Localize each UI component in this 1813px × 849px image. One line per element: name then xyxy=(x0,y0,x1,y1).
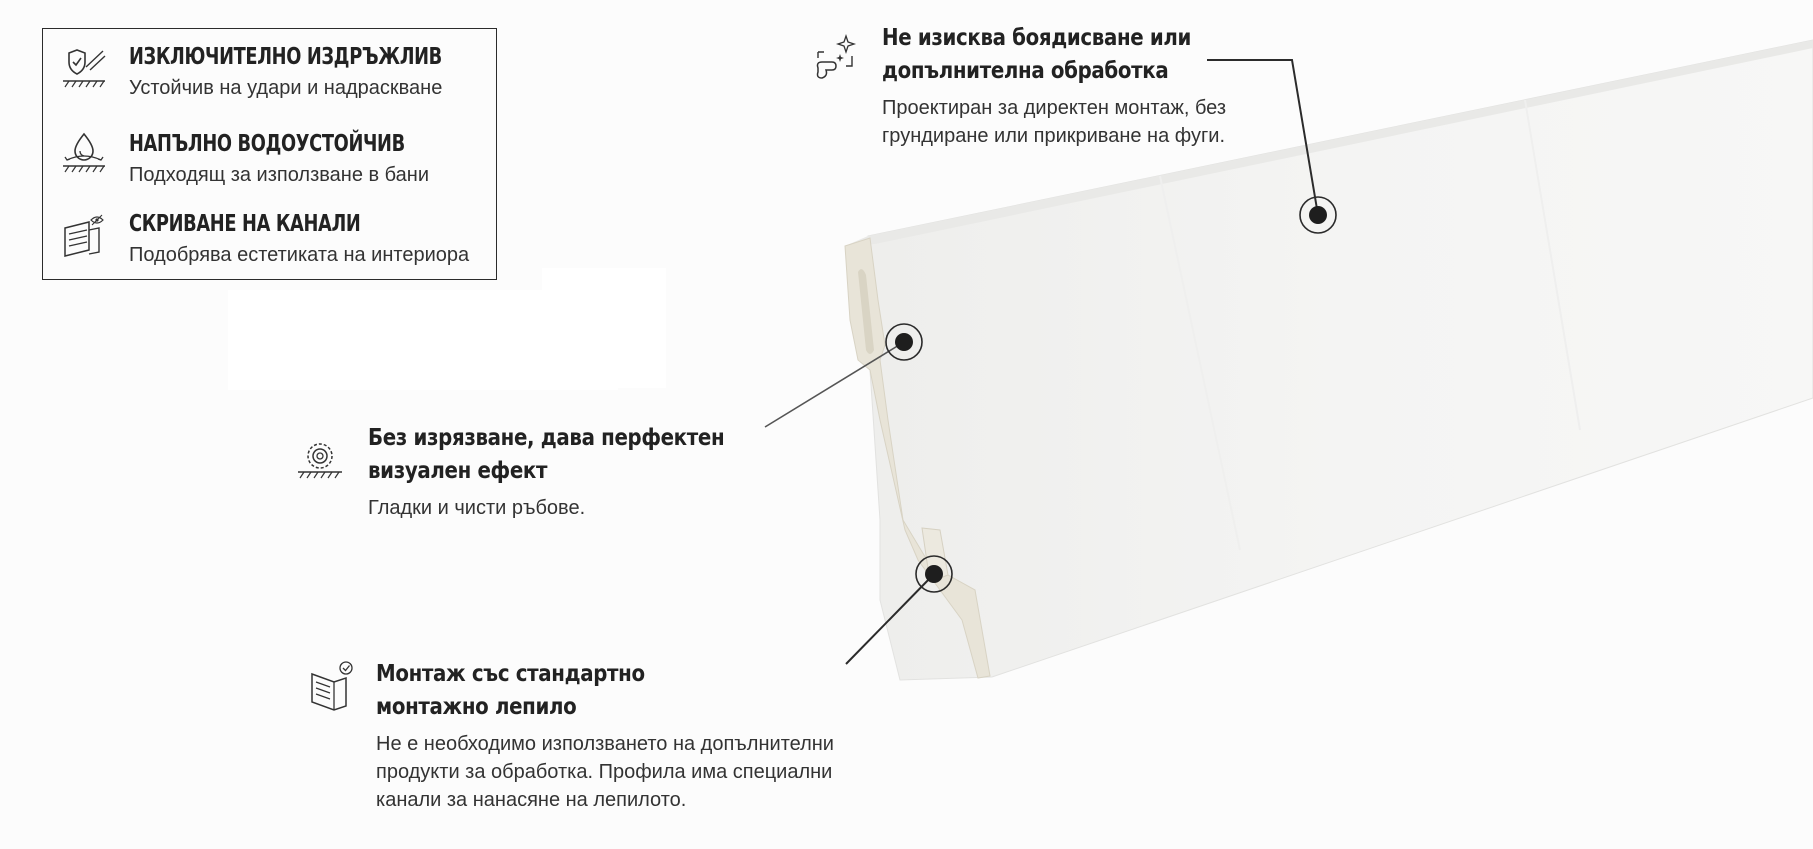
hand-sparkle-icon xyxy=(812,32,860,86)
glue-profile-icon xyxy=(310,660,358,712)
callout-title-line1: Не изисква боядисване или xyxy=(882,25,1192,51)
callout-title-line2: монтажно лепило xyxy=(376,694,577,720)
feature-title: ИЗКЛЮЧИТЕЛНО ИЗДРЪЖЛИВ xyxy=(129,44,442,70)
callout-title-line1: Монтаж със стандартно xyxy=(376,661,645,687)
callout-desc-line2: продукти за обработка. Профила има специални xyxy=(376,761,833,783)
callout-desc-line1: Не е необходимо използването на допълнителни xyxy=(376,733,834,755)
feature-subtitle: Подходящ за използване в бани xyxy=(129,164,430,186)
feature-subtitle: Устойчив на удари и надраскване xyxy=(129,77,443,99)
channel-eye-icon xyxy=(59,212,109,262)
callout-desc-line3: канали за нанасяне на лепилото. xyxy=(376,789,687,811)
feature-title: СКРИВАНЕ НА КАНАЛИ xyxy=(129,211,361,237)
callout-title-line2: допълнителна обработка xyxy=(882,58,1169,84)
callout-title-line1: Без изрязване, дава перфектен xyxy=(368,425,725,451)
callout-desc-line1: Гладки и чисти ръбове. xyxy=(368,497,586,519)
callout-title-line2: визуален ефект xyxy=(368,458,548,484)
shield-scratch-icon xyxy=(59,45,109,95)
water-drop-icon xyxy=(59,130,109,180)
saw-blade-icon xyxy=(296,440,346,490)
feature-subtitle: Подобрява естетиката на интериора xyxy=(129,244,470,266)
feature-title: НАПЪЛНО ВОДОУСТОЙЧИВ xyxy=(129,131,405,157)
callout-desc-line1: Проектиран за директен монтаж, без xyxy=(882,97,1227,119)
ghost-panel xyxy=(542,268,666,388)
features-box xyxy=(42,28,497,280)
callout-desc-line2: грундиране или прикриване на фуги. xyxy=(882,125,1226,147)
